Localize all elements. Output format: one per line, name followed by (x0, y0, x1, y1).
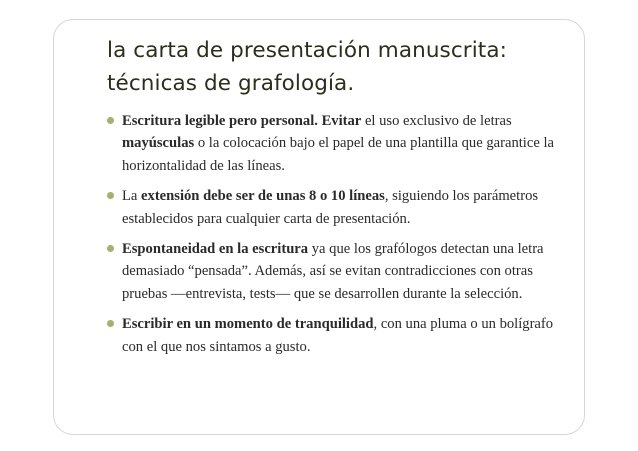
bullet-item (107, 185, 567, 230)
bullet-text (122, 241, 544, 302)
bullet-text (122, 316, 553, 354)
bullet-dot-icon (107, 192, 114, 199)
bullet-bold-text: extensión debe ser de unas 8 o 10 líneas (141, 188, 385, 205)
bullet-dot-icon (107, 320, 114, 327)
bullet-bold-text: mayúsculas (122, 135, 195, 152)
bullet-item (107, 110, 567, 177)
slide-title (107, 34, 577, 100)
bullet-dot-icon (107, 245, 114, 252)
bullet-dot-icon (107, 117, 114, 124)
bullet-list (107, 110, 567, 366)
slide-title-line-2: técnicas de grafología. (107, 71, 355, 96)
bullet-text (122, 113, 554, 174)
bullet-plain-text: La (122, 188, 142, 205)
bullet-bold-text: Espontaneidad en la escritura (122, 241, 309, 258)
bullet-plain-text: ya que los grafólogos detectan una letra demasiado “pensada”. Además, así se evitan contradicciones con otras pruebas —entrevista, tests— que se desarrollen durante la selección. (122, 241, 544, 302)
slide-title-line-1: la carta de presentación manuscrita: (107, 38, 507, 63)
bullet-plain-text: , siguiendo los parámetros establecidos para cualquier carta de presentación. (122, 188, 539, 227)
bullet-plain-text: , con una pluma o un bolígrafo con el que nos sintamos a gusto. (122, 316, 554, 355)
bullet-text (122, 188, 538, 226)
bullet-bold-text: Escribir en un momento de tranquilidad (122, 316, 374, 333)
bullet-plain-text: o la colocación bajo el papel de una plantilla que garantice la horizontalidad de las líneas. (122, 135, 554, 174)
bullet-item (107, 238, 567, 305)
bullet-plain-text: el uso exclusivo de letras (361, 113, 512, 129)
bullet-item (107, 313, 567, 358)
bullet-bold-text: Escritura legible pero personal. Evitar (122, 113, 362, 129)
